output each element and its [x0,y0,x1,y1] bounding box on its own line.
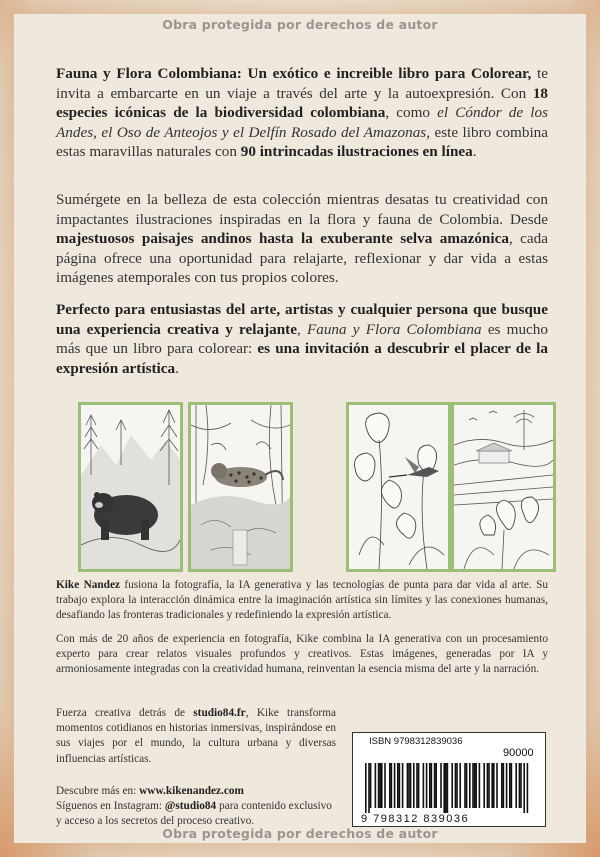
perfect-invitation: es una invitación a descubrir el placer de la expresión artística [56,340,548,377]
intro-paragraph [56,64,548,162]
book-title: Fauna y Flora Colombiana: Un exótico e increible libro para Colorear, [56,65,532,82]
barcode-bar [466,763,468,808]
barcode-bar [389,763,391,808]
bio-text-1: fusiona la fotografía, la IA generativa y las tecnologías de punta para dar vida al arte. Su trabajo explora la interacción dinámica entre la imaginación artística sin límites y las conexiones humanas, desafiando las fronteras tradicionales y redefiniendo la expresión artística. [56,579,549,622]
barcode-bar [399,763,401,808]
barcode-bar [503,763,505,808]
watermark-bottom: Obra protegida por derechos de autor [162,826,438,841]
barcode-bar [378,763,380,808]
landscape-orchid-illustration [451,402,556,572]
barcode-bar [483,763,485,808]
immerse-text-1: Sumérgete en la belleza de esta colección mientras desatas tu creatividad con impactantes ilustraciones inspiradas en la flora y fauna de Colombia. Desde [56,191,548,228]
hummingbird-orchid-illustration [346,402,451,572]
ean-digits: 9 798312 839036 [361,813,470,825]
intro-text-2: , como [385,104,438,122]
perfect-text-1: , [296,320,307,338]
barcode-bar [397,763,399,808]
barcode-bar [375,763,377,808]
bear-illustration [78,402,183,572]
barcode-bar [523,763,525,813]
barcode-bar [394,763,396,808]
barcode-bar [469,763,471,808]
website-link[interactable]: www.kikenandez.com [139,785,244,797]
barcode-bar [443,763,445,813]
barcode-bar [456,763,458,808]
barcode-bar [488,763,490,808]
barcode-bar [520,763,522,808]
barcode-bar [370,763,372,808]
barcode-bar [455,763,457,808]
studio-name: studio84.fr [193,707,246,719]
barcode-bar [431,763,433,808]
barcode-bar [491,763,493,808]
barcode-bar [479,763,481,808]
barcode-bar [464,763,466,808]
barcode-bar [487,763,489,808]
barcode-bar [435,763,437,808]
illustration-gallery [78,402,550,574]
website-line [56,784,336,799]
perfect-text-2: es mucho más que un libro para colorear: [56,320,548,358]
barcode-bar [519,763,521,808]
perfect-paragraph [56,300,548,378]
instagram-text-1: Síguenos en Instagram: [56,800,165,813]
barcode-bar [501,763,503,808]
barcode-bar [445,763,447,813]
barcode-bar [384,763,386,808]
barcode-bar [472,763,474,808]
perfect-text-3: . [175,359,179,377]
price-code: 90000 [503,747,534,759]
force-text-2: , Kike transforma momentos cotidianos en historias inmersivas, inspirándose en sus viajes por el mundo, la cultura urbana y diversas influencias artísticas. [56,707,336,765]
barcode-bar [391,763,393,808]
force-text-1: Fuerza creativa detrás de [56,707,194,719]
barcode-bar [368,763,370,813]
perfect-title: Fauna y Flora Colombiana [306,320,482,338]
barcode-bar [493,763,495,808]
discover-text: Descubre más en: [56,785,140,797]
barcode-box [352,732,546,827]
barcode-bar [426,763,428,808]
barcode-bar [511,763,513,808]
barcode-bar [407,763,409,808]
immerse-highlight: majestuosos paisajes andinos hasta la exuberante selva amazónica [56,230,509,248]
barcode-bar [381,763,383,808]
species-count: 18 especies icónicas de la biodiversidad colombiana [56,84,548,122]
barcode-bar [451,763,453,808]
instagram-handle[interactable]: @studio84 [164,800,217,813]
author-name: Kike Nandez [56,579,120,591]
bio-paragraph-2: Con más de 20 años de experiencia en fotografía, Kike combina la IA generativa con un procesamiento experto para crear relatos visuales profundos y creativos. Estas imágenes, generadas por IA y armoniosamente integradas con la creatividad humana, reinventan la esencia misma del arte y la narración. [56,633,548,676]
bio-paragraph-3 [56,706,336,767]
barcode-bar [496,763,498,808]
barcode-bar [418,763,420,808]
barcode-bar [413,763,415,808]
barcode-bar [423,763,425,808]
barcode-bar [379,763,381,808]
barcode-bar [447,763,449,813]
immerse-text-2: , cada página ofrece una oportunidad para relajarte, reflexionar y dar vida a estas imágenes atemporales con tus propios colores. [56,230,548,287]
intro-text-3: , este libro combina estas maravillas naturales con [56,123,549,161]
barcode-bar [429,763,431,808]
barcode-bar [402,763,404,808]
illustration-count: 90 intrincadas ilustraciones en línea [240,143,473,161]
barcode-bar [509,763,511,808]
barcode-bar [475,763,477,808]
perfect-highlight: Perfecto para entusiastas del arte, artistas y cualquier persona que busque una experiencia creativa y relajante [56,301,548,338]
instagram-text-2: para contenido exclusivo y acceso a los secretos del proceso creativo. [56,800,332,828]
barcode-bar [365,763,367,813]
barcode-bar [515,763,517,808]
barcode-bar [440,763,442,808]
isbn-label: ISBN 9798312839036 [369,736,463,747]
species-examples: el Cóndor de los Andes, el Oso de Anteojos y el Delfín Rosado del Amazonas [56,104,549,141]
barcode-bar [527,763,529,813]
intro-text-4: . [472,143,477,161]
watermark-top: Obra protegida por derechos de autor [162,17,438,32]
barcode-bar [408,763,410,808]
barcode-bar [506,763,508,808]
barcode-bar [459,763,461,808]
barcode-bar [434,763,436,808]
immerse-paragraph [56,190,548,288]
intro-text-1: te invita a embarcarte en un viaje a través del arte y la autoexpresión. Con [56,65,548,102]
barcode-bar [416,763,418,808]
bio-paragraph-1 [56,578,548,624]
jaguar-illustration [188,402,293,572]
barcode-bar [474,763,476,808]
barcode-bar [410,763,412,808]
contact-block [56,784,336,830]
